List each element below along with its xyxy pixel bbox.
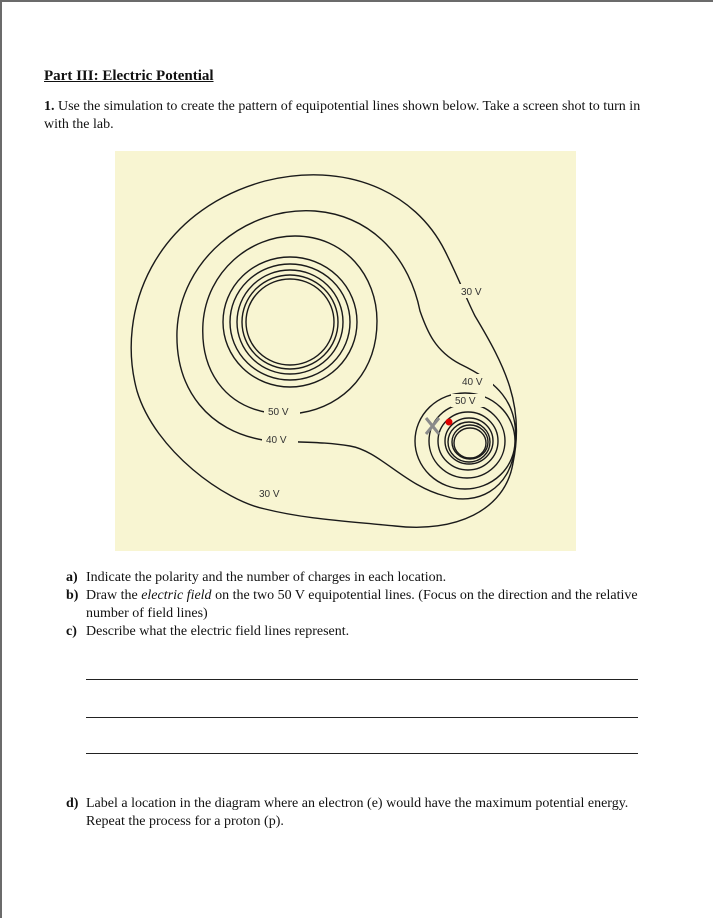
svg-text:40 V: 40 V [462,377,483,388]
svg-text:40 V: 40 V [266,435,287,446]
window-border-top [0,0,713,2]
answer-line-2[interactable] [86,717,638,718]
answer-line-3[interactable] [86,753,638,754]
question-text: Use the simulation to create the pattern of equipotential lines shown below. Take a screen shot to turn in with the lab. [44,99,641,132]
cursor-x-icon [426,418,439,434]
equipotential-30v [131,175,516,527]
svg-text:50 V: 50 V [455,396,476,407]
subquestion-a: a) Indicate the polarity and the number of charges in each location. [66,570,447,585]
section-title: Part III: Electric Potential [44,68,214,84]
answer-line-1[interactable] [86,679,638,680]
subquestion-list [66,569,646,641]
window-border-left [0,0,2,918]
probe-dot [446,419,453,426]
svg-text:30 V: 30 V [461,287,482,298]
svg-text:50 V: 50 V [268,407,289,418]
equipotential-50v-right [415,393,515,489]
subquestion-b: b) Draw the electric field on the two 50 V equipotential lines. (Focus on the direction and the relative number of field lines) [66,588,638,621]
subquestion-d: d) Label a location in the diagram where an electron (e) would have the maximum potential energy. Repeat the process for a proton (p). [66,796,629,829]
question-number: 1. [44,99,55,114]
svg-text:30 V: 30 V [259,489,280,500]
question-1 [44,98,644,134]
equipotential-diagram [115,151,576,551]
subquestion-c: c) Describe what the electric field lines represent. [66,624,350,639]
